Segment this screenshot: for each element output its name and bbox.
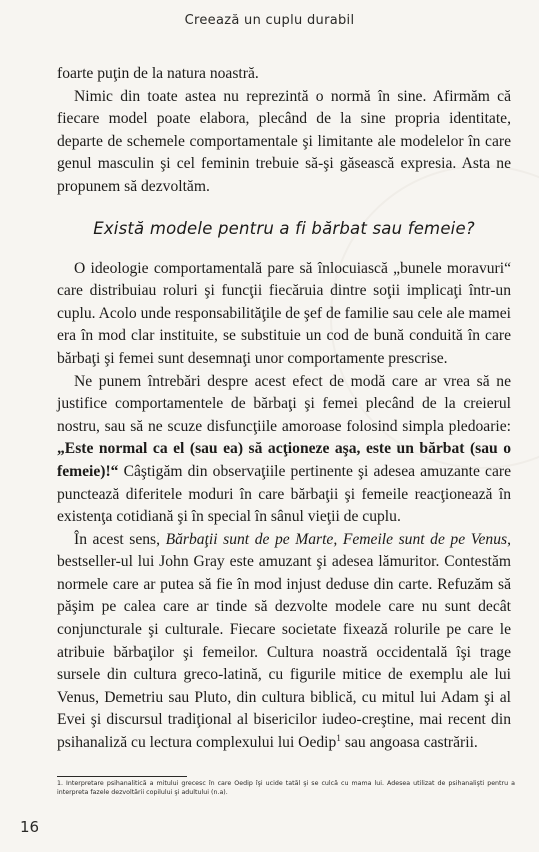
paragraph-continued: foarte puţin de la natura noastră.	[57, 65, 259, 82]
body-text	[57, 63, 511, 755]
book-title: Bărbaţii sunt de pe Marte, Femeile sunt de pe Venus	[165, 530, 508, 548]
footnote	[57, 779, 515, 797]
bold-quote: „Este normal ca el (sau ea) să acţioneze aşa, este un bărbat (sau o femeie)!“	[57, 440, 511, 480]
footnote-divider	[57, 776, 187, 777]
paragraph-text: , bestseller-ul lui John Gray este amuzant şi adesea lămuritor. Contestăm normele care ar putea să fie în mod injust deduse din carte. Refuzăm să păşim pe calea care ar tinde să dezvolte modele care nu sunt decât conjuncturale şi culturale. Fiecare societate fixează rolurile pe care le atribuie bărbaţilor şi femeilor. Cultura noastră occidentală îşi trage sursele din cultura greco-latină, cu figurile mitice de exemplu ale lui Venus, Demetriu sau Pluto, din cultura biblică, cu mitul lui Adam şi al Evei şi discursul tradiţional al bisericilor iudeo-creştine, mai recent din psihanaliză cu lectura complexului lui Oedip	[57, 530, 511, 752]
page-number: 16	[20, 818, 40, 836]
paragraph-text: Câştigăm din observaţiile pertinente şi adesea amuzante care punctează diferitele moduri în care bărbaţii şi femeile reacţionează în existenţa cotidiană şi în special în sânul vieţii de cuplu.	[57, 462, 511, 526]
paragraph-text: În acest sens,	[74, 530, 166, 548]
paragraph	[57, 371, 511, 529]
paragraph: O ideologie comportamentală pare să înlocuiască „bunele moravuri“ care distribuiau roluri şi funcţii fiecăruia dintre soţii implicaţi într-un cuplu. Acolo unde responsabilităţile de şef de familie sau cele ale mamei era în mod clar instituite, se substituie un cod de bună conduită în care bărbaţi şi femei sunt desemnaţi unor comportamente prescrise.	[57, 259, 511, 367]
paragraph-text: Ne punem întrebări despre acest efect de modă care ar vrea să ne justifice comportamentele de bărbaţi şi femei plecând de la creierul nostru, sau să ne scuze disfuncţiile amoroase folosind simpla pledoarie:	[57, 372, 511, 435]
footnote-mark: 1.	[57, 780, 64, 787]
paragraph-text: sau angoasa castrării.	[340, 734, 478, 752]
section-heading: Există modele pentru a fi bărbat sau femeie?	[93, 218, 475, 238]
paragraph	[57, 529, 511, 755]
footnote-text: Interpretare psihanalitică a mitului grecesc în care Oedip îşi ucide tatăl şi se culcă cu mama lui. Adesea utilizat de psihanalişti pentru a interpreta fazele dezvoltării copilului şi adultului (n.a).	[57, 780, 515, 796]
running-head: Creează un cuplu durabil	[184, 13, 355, 28]
footnote-reference[interactable]: 1	[336, 733, 341, 744]
paragraph: Nimic din toate astea nu reprezintă o normă în sine. Afirmăm că fiecare model poate elabora, plecând de la sine propria identitate, departe de schemele comportamentale şi limitante ale modelelor în care genul masculin şi cel feminin trebuie să-şi găsească expresia. Asta ne propunem să dezvoltăm.	[57, 87, 511, 195]
